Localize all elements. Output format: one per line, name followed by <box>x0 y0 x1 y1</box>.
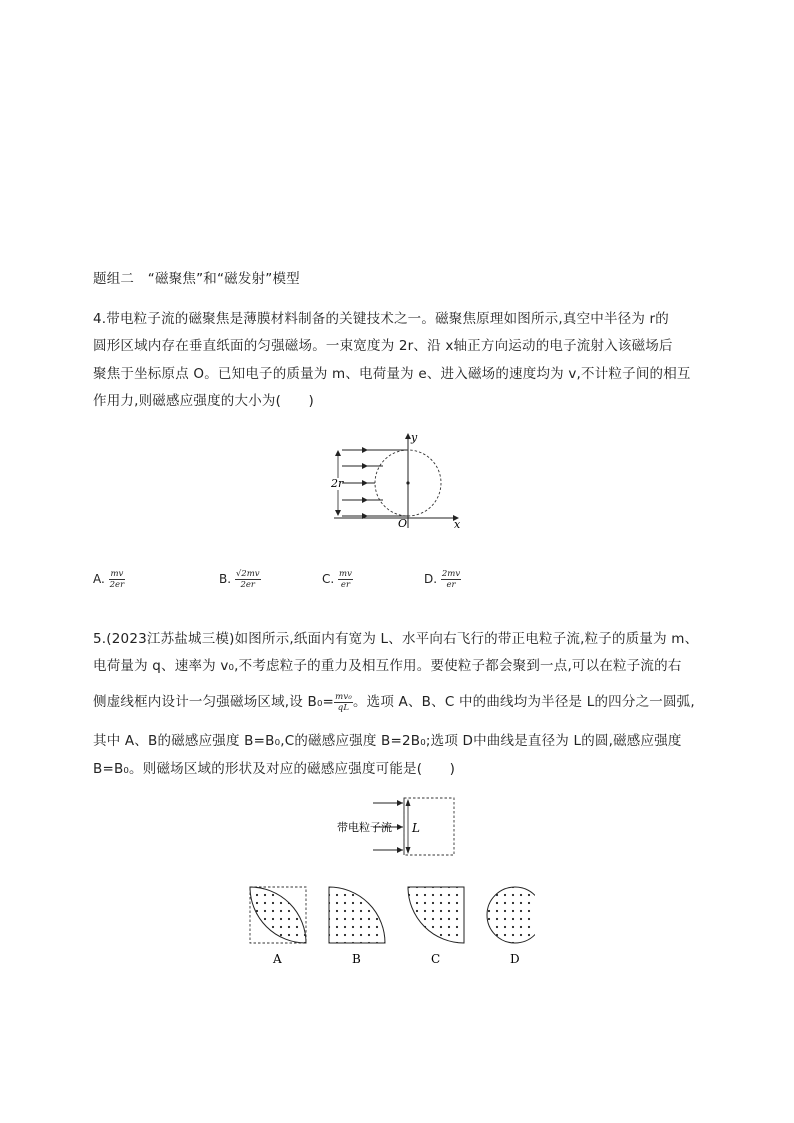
q5-text-line-2: 电荷量为 q、速率为 v₀,不考虑粒子的重力及相互作用。要使粒子都会聚到一点,可以在粒子流的右 <box>93 658 682 674</box>
section-title: 题组二 “磁聚焦”和“磁发射”模型 <box>93 271 300 287</box>
circle-center-dot <box>406 481 409 484</box>
width-label-l: L <box>412 821 420 835</box>
q4-text-line-1: 4.带电粒子流的磁聚焦是薄膜材料制备的关键技术之一。磁聚焦原理如图所示,真空中半径为 r的 <box>93 311 670 327</box>
origin-label: O <box>398 517 408 530</box>
q4-option-c[interactable] <box>322 569 353 590</box>
q5-line3-prefix: 侧虚线框内设计一匀强磁场区域,设 B₀= <box>93 694 335 710</box>
choice-d-label: D <box>510 952 520 966</box>
option-numerator: mv <box>110 569 124 579</box>
q5-line3-suffix: 。选项 A、B、C 中的曲线均为半径是 L的四分之一圆弧, <box>352 694 695 710</box>
choice-c-figure[interactable] <box>408 887 464 943</box>
option-denominator: 2er <box>109 580 125 590</box>
electron-stream-arrows <box>342 447 408 519</box>
q5-particle-stream-figure <box>335 795 465 860</box>
q4-text-line-4: 作用力,则磁感应强度的大小为( ) <box>93 393 314 409</box>
choice-b-label: B <box>352 952 361 966</box>
option-letter: A. <box>93 572 105 586</box>
stream-label: 带电粒子流 <box>337 821 392 834</box>
option-denominator: er <box>446 580 456 590</box>
option-numerator: √2mv <box>235 569 260 579</box>
q4-option-a[interactable] <box>93 569 125 590</box>
q4-option-d[interactable] <box>424 569 461 590</box>
x-axis-label: x <box>454 518 461 531</box>
option-numerator: mv <box>339 569 352 579</box>
q4-option-b[interactable] <box>219 569 261 590</box>
b0-denominator: qL <box>337 702 350 713</box>
b0-numerator: mv₀ <box>335 691 352 702</box>
q4-text-line-2: 圆形区域内存在垂直纸面的匀强磁场。一束宽度为 2r、沿 x轴正方向运动的电子流射入该磁场后 <box>93 338 673 354</box>
option-letter: D. <box>424 572 438 586</box>
option-numerator: 2mv <box>441 569 461 579</box>
choice-b-figure[interactable] <box>329 887 385 943</box>
choice-c-label: C <box>431 952 441 966</box>
q4-magnetic-focus-figure <box>320 428 470 533</box>
option-denominator: er <box>340 580 351 590</box>
choice-d-figure[interactable] <box>487 887 535 943</box>
q5-text-line-5: B=B₀。则磁场区域的形状及对应的磁感应强度可能是( ) <box>93 761 456 777</box>
y-axis-label: y <box>411 431 418 444</box>
q5-choice-figures <box>245 883 535 968</box>
q5-text-line-3 <box>93 690 695 713</box>
width-label-2r: 2r <box>331 477 344 490</box>
option-letter: B. <box>219 572 232 586</box>
option-denominator: 2er <box>240 580 255 590</box>
choice-a-figure[interactable] <box>250 887 306 943</box>
q5-text-line-1: 5.(2023江苏盐城三模)如图所示,纸面内有宽为 L、水平向右飞行的带正电粒子流,粒子的质量为 m、 <box>93 631 699 647</box>
option-letter: C. <box>322 572 335 586</box>
choice-a-label: A <box>273 952 282 966</box>
q5-text-line-4: 其中 A、B的磁感应强度 B=B₀,C的磁感应强度 B=2B₀;选项 D中曲线是直径为 L的圆,磁感应强度 <box>93 733 682 749</box>
q4-text-line-3: 聚焦于坐标原点 O。已知电子的质量为 m、电荷量为 e、进入磁场的速度均为 v,不计粒子间的相互 <box>93 366 691 382</box>
